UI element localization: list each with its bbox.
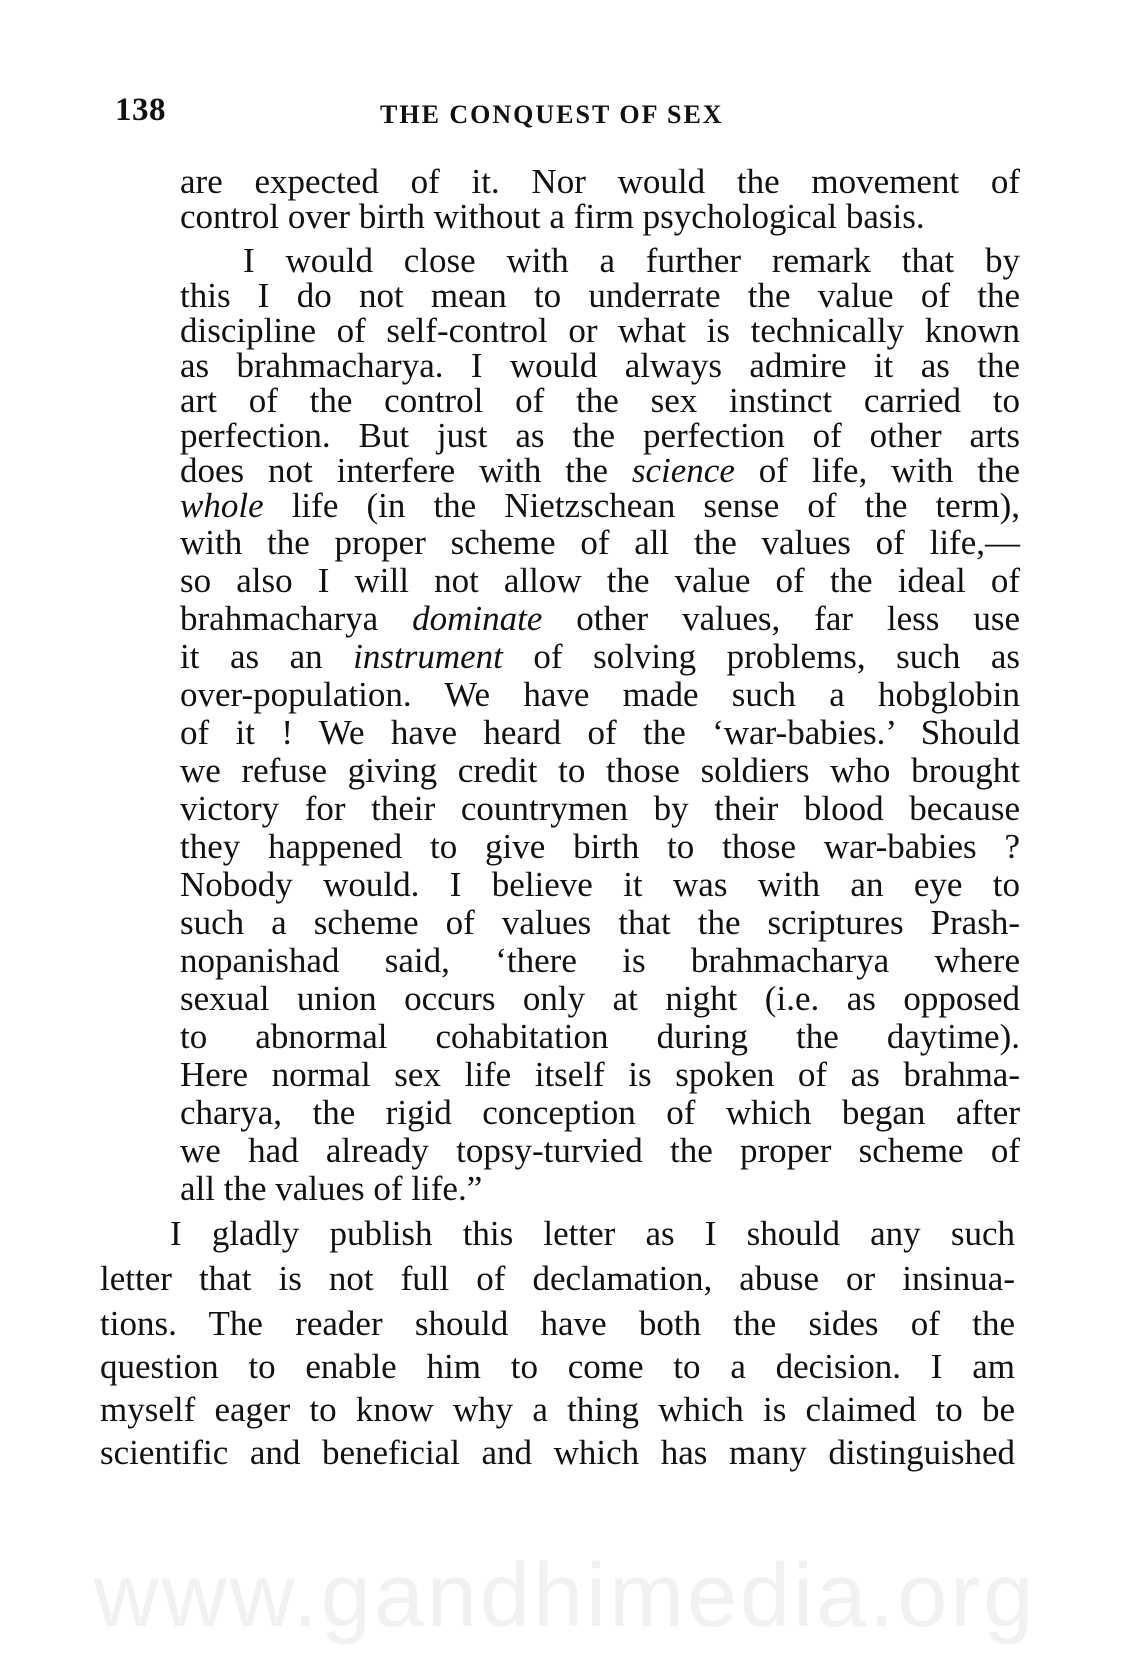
- quote-line: as brahmacharya. I would always admire it as the: [180, 346, 1020, 385]
- quote-line: art of the control of the sex instinct carried to: [180, 381, 1020, 420]
- page-header: [0, 92, 1125, 142]
- quote-line: nopanishad said, ‘there is brahmacharya where: [180, 941, 1020, 980]
- quote-line: discipline of self-control or what is technically known: [180, 311, 1020, 350]
- quote-line: of it ! We have heard of the ‘war-babies.’ Should: [180, 713, 1020, 752]
- quote-line: they happened to give birth to those war-babies ?: [180, 827, 1020, 866]
- body-line: I gladly publish this letter as I should any such: [170, 1214, 1015, 1253]
- quote-line: I would close with a further remark that by: [243, 241, 1020, 280]
- quote-line: over-population. We have made such a hobglobin: [180, 675, 1020, 714]
- quote-line: such a scheme of values that the scriptures Prash-: [180, 903, 1020, 942]
- quote-line: Nobody would. I believe it was with an eye to: [180, 865, 1020, 904]
- quote-line: sexual union occurs only at night (i.e. as opposed: [180, 979, 1020, 1018]
- quote-line: charya, the rigid conception of which began after: [180, 1093, 1020, 1132]
- quote-line: control over birth without a firm psychological basis.: [180, 197, 925, 236]
- body-line: myself eager to know why a thing which is claimed to be: [100, 1390, 1015, 1429]
- page-number: 138: [115, 92, 166, 128]
- quote-line: Here normal sex life itself is spoken of as brahma-: [180, 1055, 1020, 1094]
- running-head: THE CONQUEST OF SEX: [380, 100, 724, 129]
- body-line: question to enable him to come to a decision. I am: [100, 1347, 1015, 1386]
- quote-line: are expected of it. Nor would the movement of: [180, 162, 1020, 201]
- quote-line: we had already topsy-turvied the proper scheme of: [180, 1131, 1020, 1170]
- quote-line: so also I will not allow the value of the ideal of: [180, 561, 1020, 600]
- quote-line: to abnormal cohabitation during the daytime).: [180, 1017, 1020, 1056]
- quote-line: whole life (in the Nietzschean sense of the term),: [180, 486, 1020, 525]
- quote-line: this I do not mean to underrate the value of the: [180, 276, 1020, 315]
- quote-line: perfection. But just as the perfection of other arts: [180, 416, 1020, 455]
- body-line: tions. The reader should have both the sides of the: [100, 1304, 1015, 1343]
- quote-line: it as an instrument of solving problems, such as: [180, 637, 1020, 676]
- quote-line: we refuse giving credit to those soldiers who brought: [180, 751, 1020, 790]
- quote-line: does not interfere with the science of life, with the: [180, 451, 1020, 490]
- body-line: scientific and beneficial and which has many distinguished: [100, 1433, 1015, 1472]
- watermark: www.gandhimedia.org: [93, 1546, 1037, 1646]
- quote-line: with the proper scheme of all the values of life,—: [180, 523, 1020, 562]
- body-line: letter that is not full of declamation, abuse or insinua-: [100, 1259, 1015, 1298]
- quote-line: victory for their countrymen by their blood because: [180, 789, 1020, 828]
- quote-line: all the values of life.”: [180, 1169, 483, 1208]
- quote-line: brahmacharya dominate other values, far less use: [180, 599, 1020, 638]
